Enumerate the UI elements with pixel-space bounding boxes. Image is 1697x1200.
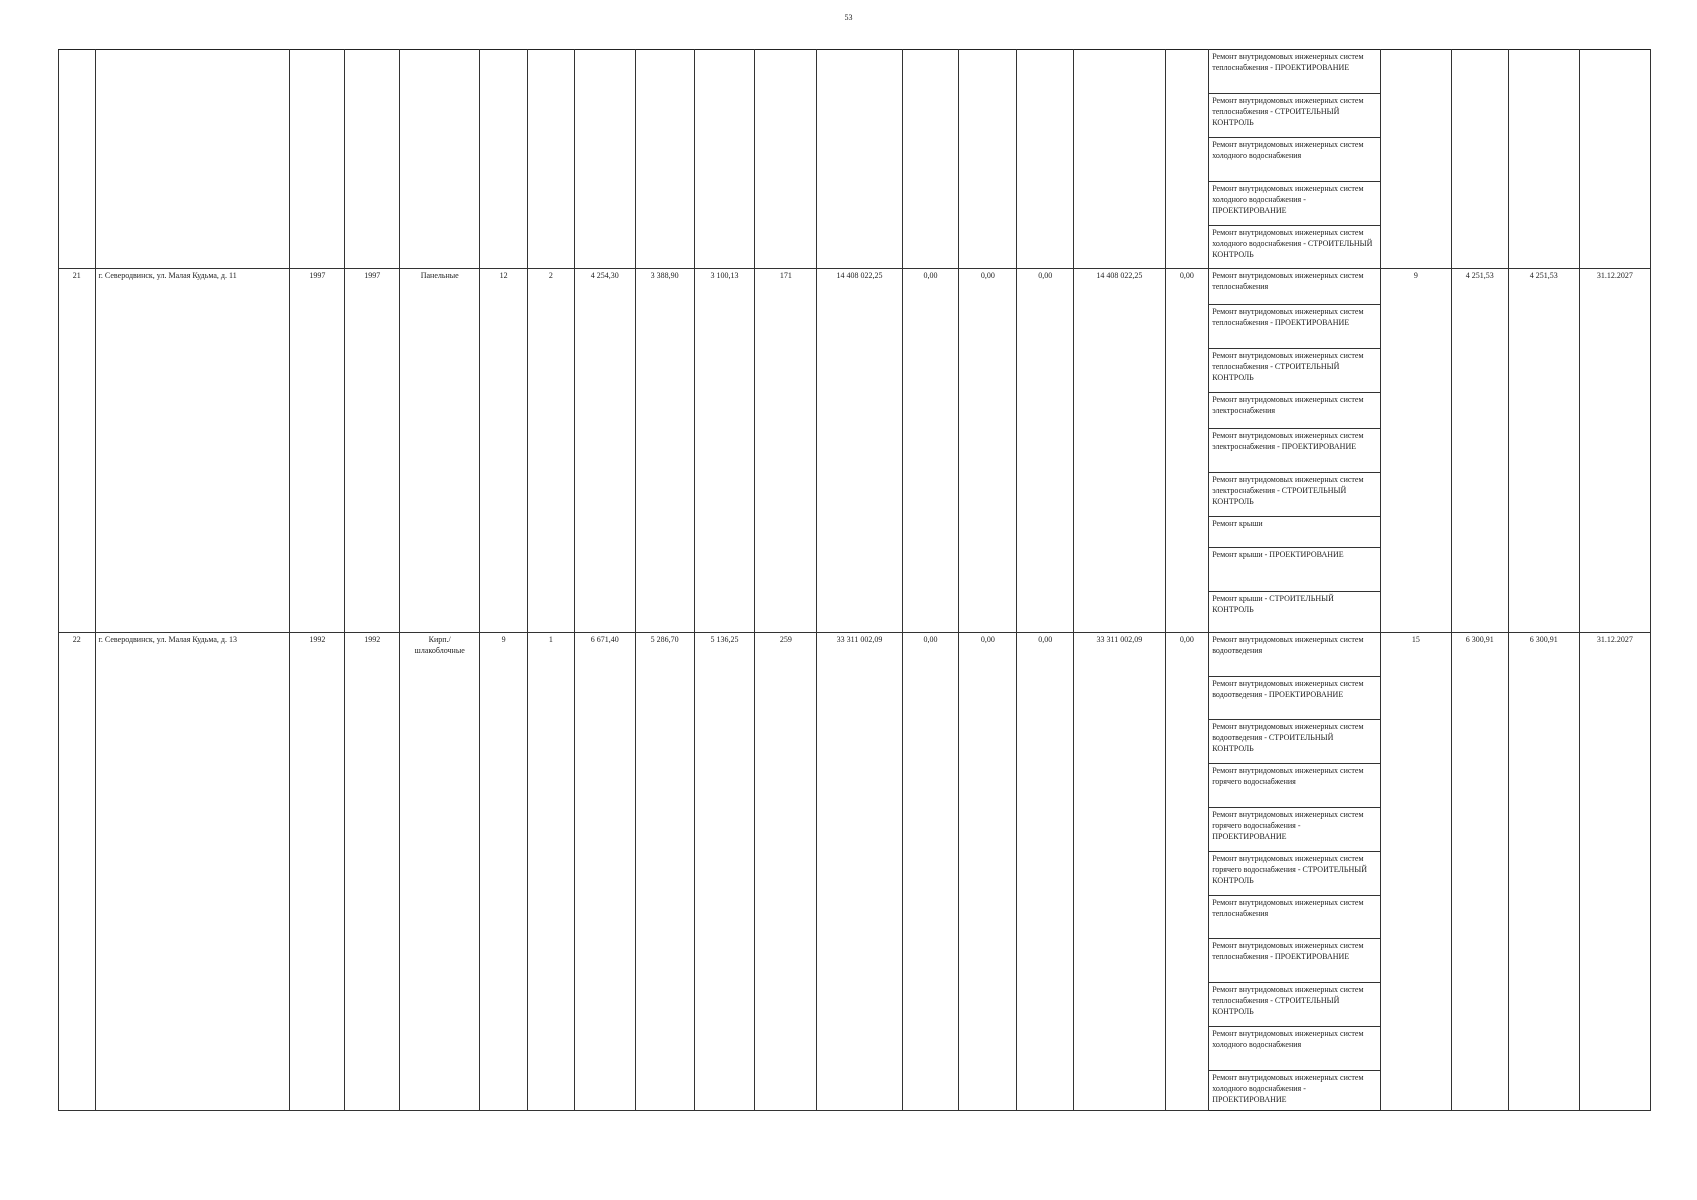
work-type-cell: Ремонт внутридомовых инженерных систем водоотведения - ПРОЕКТИРОВАНИЕ [1209,677,1381,720]
area-premises-cell: 5 286,70 [635,633,694,1111]
work-type-cell: Ремонт крыши - ПРОЕКТИРОВАНИЕ [1209,548,1381,592]
total-area-cell: 4 254,30 [574,269,635,633]
year-built-cell: 1992 [290,633,345,1111]
cost-owners-cell: 14 408 022,25 [1074,269,1165,633]
work-type-cell: Ремонт внутридомовых инженерных систем холодного водоснабжения [1209,1027,1381,1071]
work-type-cell: Ремонт крыши - СТРОИТЕЛЬНЫЙ КОНТРОЛЬ [1209,592,1381,633]
year-commission-cell: 1992 [345,633,400,1111]
cost-regional-cell: 0,00 [959,269,1017,633]
max-unit-cost-cell: 4 251,53 [1508,269,1579,633]
work-type-cell: Ремонт внутридомовых инженерных систем электроснабжения - ПРОЕКТИРОВАНИЕ [1209,429,1381,473]
work-type-cell: Ремонт внутридомовых инженерных систем горячего водоснабжения [1209,764,1381,808]
unit-cost-cell: 4 251,53 [1451,269,1508,633]
entrances-cell: 2 [528,269,575,633]
entrances-cell: 1 [528,633,575,1111]
cost-owners-cell: 33 311 002,09 [1074,633,1165,1111]
cost-federal-cell: 0,00 [902,269,959,633]
work-type-cell: Ремонт внутридомовых инженерных систем теплоснабжения - ПРОЕКТИРОВАНИЕ [1209,305,1381,349]
address-cell: г. Северодвинск, ул. Малая Кудьма, д. 11 [95,269,290,633]
work-type-cell: Ремонт внутридомовых инженерных систем холодного водоснабжения [1209,138,1381,182]
work-type-cell: Ремонт внутридомовых инженерных систем холодного водоснабжения - ПРОЕКТИРОВАНИЕ [1209,182,1381,226]
floors-cell: 12 [480,269,528,633]
floors-cell: 9 [480,633,528,1111]
row-number: 22 [59,633,96,1111]
table-row [59,50,1651,94]
work-type-cell: Ремонт внутридомовых инженерных систем электроснабжения [1209,393,1381,429]
area-residential-cell: 3 100,13 [694,269,755,633]
work-type-cell: Ремонт внутридомовых инженерных систем электроснабжения - СТРОИТЕЛЬНЫЙ КОНТРОЛЬ [1209,473,1381,517]
wall-material-cell: Кирп./ шлакоблочные [400,633,480,1111]
work-type-cell: Ремонт внутридомовых инженерных систем холодного водоснабжения - ПРОЕКТИРОВАНИЕ [1209,1071,1381,1111]
works-count-cell: 15 [1380,633,1451,1111]
work-type-cell: Ремонт внутридомовых инженерных систем теплоснабжения - ПРОЕКТИРОВАНИЕ [1209,939,1381,983]
work-type-cell: Ремонт внутридомовых инженерных систем теплоснабжения - ПРОЕКТИРОВАНИЕ [1209,50,1381,94]
residents-cell: 259 [755,633,817,1111]
work-type-cell: Ремонт внутридомовых инженерных систем горячего водоснабжения - СТРОИТЕЛЬНЫЙ КОНТРОЛЬ [1209,852,1381,896]
area-premises-cell: 3 388,90 [635,269,694,633]
cost-other-cell: 0,00 [1165,633,1209,1111]
max-unit-cost-cell: 6 300,91 [1508,633,1579,1111]
cost-regional-cell: 0,00 [959,633,1017,1111]
work-type-cell: Ремонт внутридомовых инженерных систем теплоснабжения - СТРОИТЕЛЬНЫЙ КОНТРОЛЬ [1209,94,1381,138]
cost-other-cell: 0,00 [1165,269,1209,633]
house-row [59,633,1651,677]
work-type-cell: Ремонт внутридомовых инженерных систем горячего водоснабжения - ПРОЕКТИРОВАНИЕ [1209,808,1381,852]
work-type-cell: Ремонт внутридомовых инженерных систем теплоснабжения - СТРОИТЕЛЬНЫЙ КОНТРОЛЬ [1209,349,1381,393]
page-number: 53 [844,13,853,22]
total-area-cell: 6 671,40 [574,633,635,1111]
deadline-cell: 31.12.2027 [1579,269,1650,633]
year-commission-cell: 1997 [345,269,400,633]
work-type-cell: Ремонт крыши [1209,517,1381,548]
residents-cell: 171 [755,269,817,633]
row-number: 21 [59,269,96,633]
cost-total-cell: 14 408 022,25 [817,269,902,633]
cost-total-cell: 33 311 002,09 [817,633,902,1111]
address-cell: г. Северодвинск, ул. Малая Кудьма, д. 13 [95,633,290,1111]
capital-repair-table [58,49,1651,1111]
work-type-cell: Ремонт внутридомовых инженерных систем теплоснабжения [1209,269,1381,305]
work-type-cell: Ремонт внутридомовых инженерных систем холодного водоснабжения - СТРОИТЕЛЬНЫЙ КОНТРОЛЬ [1209,226,1381,269]
house-row [59,269,1651,305]
work-type-cell: Ремонт внутридомовых инженерных систем водоотведения - СТРОИТЕЛЬНЫЙ КОНТРОЛЬ [1209,720,1381,764]
wall-material-cell: Панельные [400,269,480,633]
unit-cost-cell: 6 300,91 [1451,633,1508,1111]
work-type-cell: Ремонт внутридомовых инженерных систем теплоснабжения - СТРОИТЕЛЬНЫЙ КОНТРОЛЬ [1209,983,1381,1027]
cost-local-cell: 0,00 [1017,633,1074,1111]
cost-local-cell: 0,00 [1017,269,1074,633]
year-built-cell: 1997 [290,269,345,633]
work-type-cell: Ремонт внутридомовых инженерных систем теплоснабжения [1209,896,1381,939]
cost-federal-cell: 0,00 [902,633,959,1111]
area-residential-cell: 5 136,25 [694,633,755,1111]
deadline-cell: 31.12.2027 [1579,633,1650,1111]
work-type-cell: Ремонт внутридомовых инженерных систем водоотведения [1209,633,1381,677]
works-count-cell: 9 [1380,269,1451,633]
